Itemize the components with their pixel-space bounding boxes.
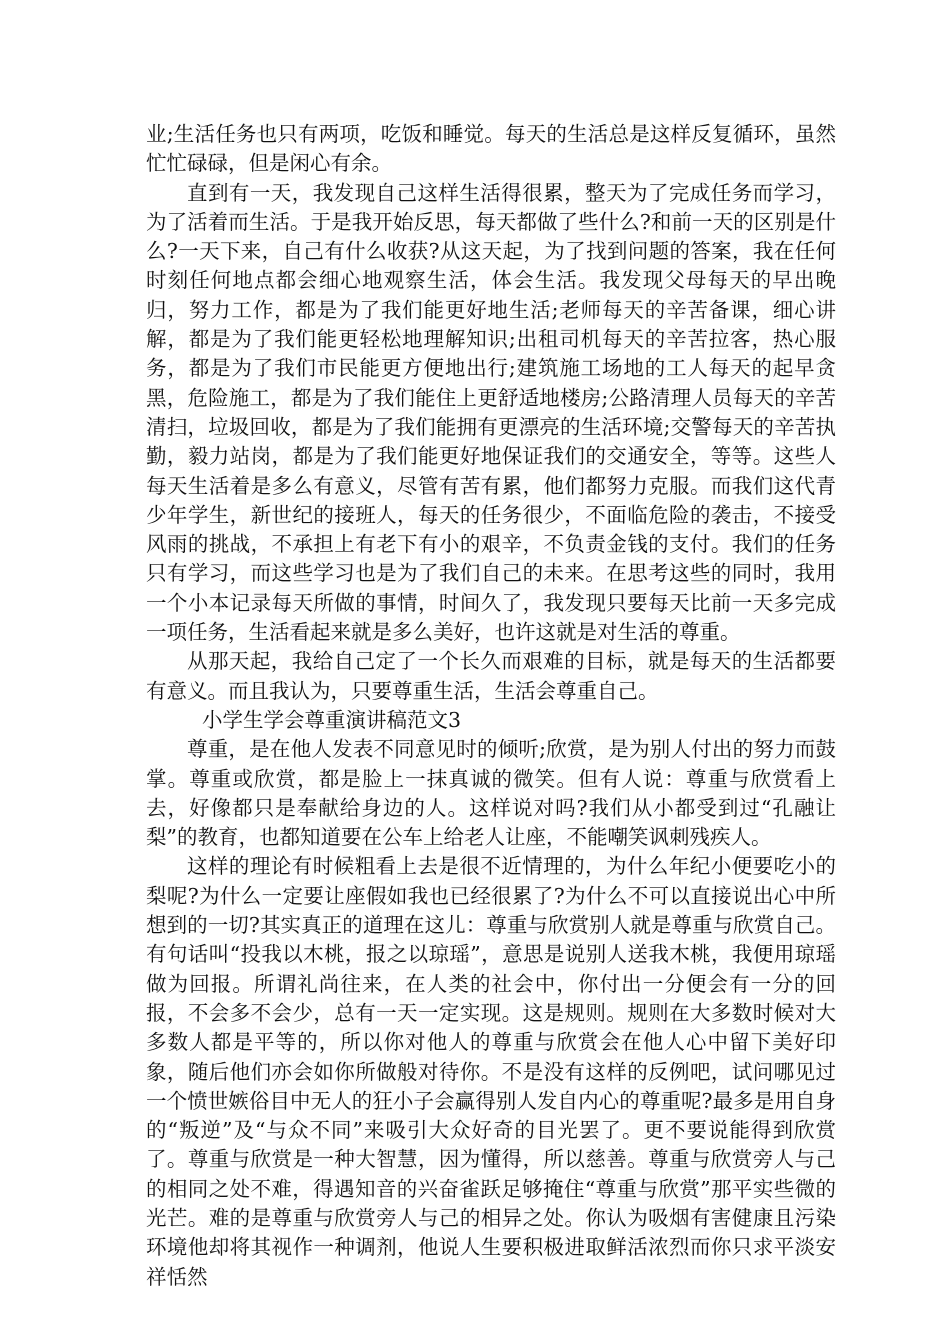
paragraph: 尊重，是在他人发表不同意见时的倾听;欣赏，是为别人付出的努力而鼓掌。尊重或欣赏，都是脸上一抹真诚的微笑。但有人说：尊重与欣赏看上去，好像都只是奉献给身边的人。这样说对吗?我们从小都受到过“孔融让梨”的教育，也都知道要在公车上给老人让座，不能嘲笑讽刺残疾人。 bbox=[146, 737, 836, 850]
paragraph: 从那天起，我给自己定了一个长久而艰难的目标，就是每天的生活都要有意义。而且我认为，只要尊重生活，生活会尊重自己。 bbox=[146, 649, 836, 703]
paragraph: 直到有一天，我发现自己这样生活得很累，整天为了完成任务而学习，为了活着而生活。于是我开始反思，每天都做了些什么?和前一天的区别是什么?一天下来，自己有什么收获?从这天起，为了找到问题的答案，我在任何时刻任何地点都会细心地观察生活，体会生活。我发现父母每天的早出晚归，努力工作，都是为了我们能更好地生活;老师每天的辛苦备课，细心讲解，都是为了我们能更轻松地理解知识;出租司机每天的辛苦拉客，热心服务，都是为了我们市民能更方便地出行;建筑施工场地的工人每天的起早贪黑，危险施工，都是为了我们能住上更舒适地楼房;公路清理人员每天的辛苦清扫，垃圾回收，都是为了我们能拥有更漂亮的生活环境;交警每天的辛苦执勤，毅力站岗，都是为了我们能更好地保证我们的交通安全，等等。这些人每天生活着是多么有意义，尽管有苦有累，他们都努力克服。而我们这代青少年学生，新世纪的接班人，每天的任务很少，不面临危险的袭击，不接受风雨的挑战，不承担上有老下有小的艰辛，不负责金钱的支付。我们的任务只有学习，而这些学习也是为了我们自己的未来。在思考这些的同时，我用一个小本记录每天所做的事情，时间久了，我发现只要每天比前一天多完成一项任务，生活看起来就是多么美好，也许这就是对生活的尊重。 bbox=[146, 180, 836, 645]
document-page bbox=[146, 120, 836, 1292]
paragraph-continued: 业;生活任务也只有两项，吃饭和睡觉。每天的生活总是这样反复循环，虽然忙忙碌碌，但是闲心有余。 bbox=[146, 122, 836, 176]
section-heading: 小学生学会尊重演讲稿范文3 bbox=[202, 707, 462, 732]
paragraph: 这样的理论有时候粗看上去是很不近情理的，为什么年纪小便要吃小的梨呢?为什么一定要让座假如我也已经很累了?为什么不可以直接说出心中所想到的一切?其实真正的道理在这儿：尊重与欣赏别人就是尊重与欣赏自己。有句话叫“投我以木桃，报之以琼瑶”，意思是说别人送我木桃，我便用琼瑶做为回报。所谓礼尚往来，在人类的社会中，你付出一分便会有一分的回报，不会多不会少，总有一天一定实现。这是规则。规则在大多数时候对大多数人都是平等的，所以你对他人的尊重与欣赏会在他人心中留下美好印象，随后他们亦会如你所做般对待你。不是没有这样的反例吧，试问哪见过一个愤世嫉俗目中无人的狂小子会赢得别人发自内心的尊重呢?最多是用自身的“叛逆”及“与众不同”来吸引大众好奇的目光罢了。更不要说能得到欣赏了。尊重与欣赏是一种大智慧，因为懂得，所以慈善。尊重与欣赏旁人与己的相同之处不难，得遇知音的兴奋雀跃足够掩住“尊重与欣赏”那平实些微的光芒。难的是尊重与欣赏旁人与己的相异之处。你认为吸烟有害健康且污染环境他却将其视作一种调剂，他说人生要积极进取鲜活浓烈而你只求平淡安祥恬然 bbox=[146, 854, 836, 1289]
